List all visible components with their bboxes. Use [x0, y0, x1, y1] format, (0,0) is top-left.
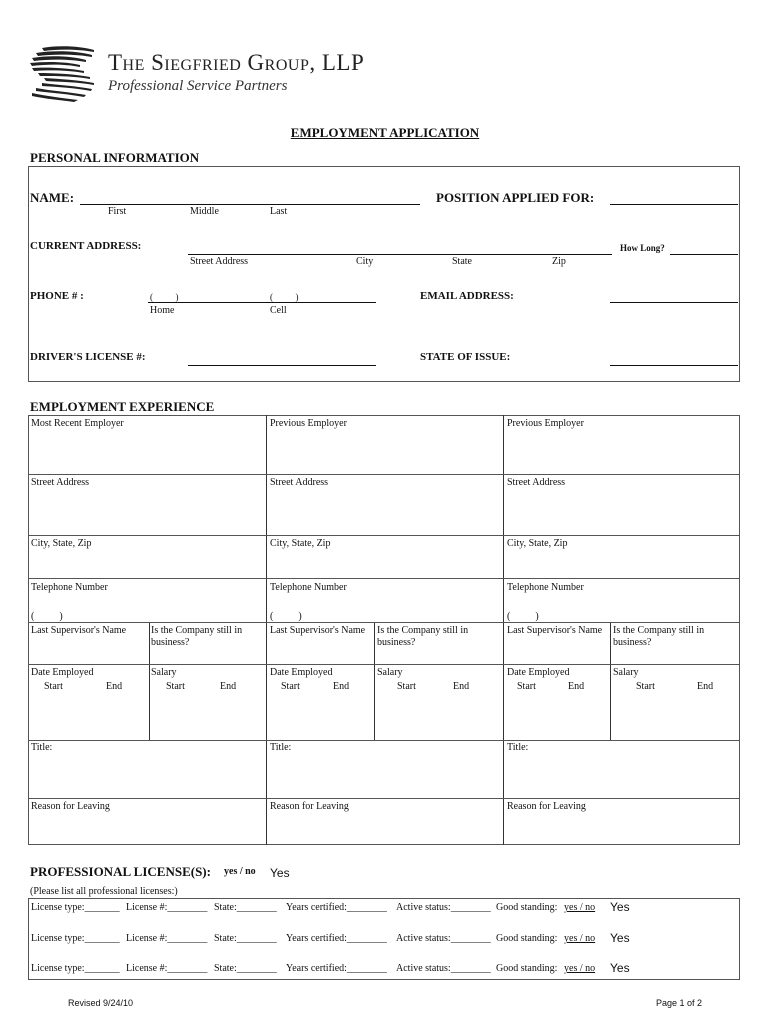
salary-1-label[interactable]: Salary — [151, 667, 177, 678]
license-years[interactable]: Years certified:________ — [286, 902, 387, 913]
city-3-label[interactable]: City, State, Zip — [507, 538, 568, 549]
name-middle-label: Middle — [190, 206, 219, 217]
phone-cell-paren: ( ) — [270, 292, 299, 302]
telephone-1-paren: ( ) — [31, 611, 63, 622]
salary-end-3-label: End — [697, 681, 714, 692]
phone-field[interactable] — [148, 302, 376, 303]
title-3-label[interactable]: Title: — [507, 742, 529, 753]
street-1-label[interactable]: Street Address — [31, 477, 90, 488]
name-field[interactable] — [80, 204, 420, 205]
row-divider — [28, 798, 740, 799]
state-of-issue-field[interactable] — [610, 365, 738, 366]
date-employed-1-label[interactable]: Date Employed — [31, 667, 94, 678]
start-1-label: Start — [44, 681, 63, 692]
company-logo — [28, 44, 98, 106]
telephone-2-label[interactable]: Telephone Number — [270, 582, 347, 593]
personal-box — [28, 166, 740, 382]
how-long-label: How Long? — [620, 243, 665, 253]
street-3-label[interactable]: Street Address — [507, 477, 566, 488]
page-number: Page 1 of 2 — [656, 998, 703, 1008]
license-active[interactable]: Active status:________ — [396, 902, 491, 913]
how-long-field[interactable] — [670, 254, 738, 255]
sub-divider — [610, 622, 611, 740]
position-field[interactable] — [610, 204, 738, 205]
company-name: The Siegfried Group, LLP — [108, 50, 365, 75]
phone-home-paren: ( ) — [150, 292, 179, 302]
license-standing-label: Good standing: — [496, 933, 558, 944]
salary-2-label[interactable]: Salary — [377, 667, 403, 678]
name-label: NAME: — [30, 190, 75, 205]
license-state[interactable]: State:________ — [214, 933, 277, 944]
column-divider — [503, 415, 504, 845]
license-standing-options[interactable]: yes / no — [564, 933, 596, 944]
supervisor-2-label[interactable]: Last Supervisor's Name — [270, 625, 366, 636]
page-title: EMPLOYMENT APPLICATION — [290, 125, 480, 140]
row-divider — [28, 535, 740, 536]
license-number[interactable]: License #:________ — [126, 963, 208, 974]
address-label: CURRENT ADDRESS: — [30, 240, 142, 252]
supervisor-3-label[interactable]: Last Supervisor's Name — [507, 625, 603, 636]
reason-2-label[interactable]: Reason for Leaving — [270, 801, 349, 812]
license-active[interactable]: Active status:________ — [396, 963, 491, 974]
phone-cell-label: Cell — [270, 305, 287, 316]
licenses-heading: PROFESSIONAL LICENSE(S): — [30, 864, 211, 879]
revised-date: Revised 9/24/10 — [68, 998, 134, 1008]
license-standing-answer[interactable]: Yes — [610, 900, 630, 914]
reason-3-label[interactable]: Reason for Leaving — [507, 801, 586, 812]
address-field[interactable] — [188, 254, 612, 255]
personal-heading: PERSONAL INFORMATION — [30, 150, 200, 165]
phone-home-label: Home — [150, 305, 175, 316]
reason-1-label[interactable]: Reason for Leaving — [31, 801, 110, 812]
telephone-2-paren: ( ) — [270, 611, 302, 622]
licenses-note: (Please list all professional licenses:) — [30, 886, 178, 897]
end-3-label: End — [568, 681, 585, 692]
license-years[interactable]: Years certified:________ — [286, 963, 387, 974]
license-state[interactable]: State:________ — [214, 963, 277, 974]
end-2-label: End — [333, 681, 350, 692]
still-in-1-label[interactable]: Is the Company still in business? — [151, 625, 243, 648]
still-in-2-label[interactable]: Is the Company still in business? — [377, 625, 469, 648]
salary-start-2-label: Start — [397, 681, 416, 692]
city-1-label[interactable]: City, State, Zip — [31, 538, 92, 549]
row-divider — [28, 474, 740, 475]
employer-1-label[interactable]: Most Recent Employer — [31, 418, 124, 429]
phone-label: PHONE # : — [30, 290, 84, 302]
name-first-label: First — [108, 206, 127, 217]
license-years[interactable]: Years certified:________ — [286, 933, 387, 944]
license-type[interactable]: License type:_______ — [31, 902, 120, 913]
street-2-label[interactable]: Street Address — [270, 477, 329, 488]
address-street-label: Street Address — [190, 256, 249, 267]
end-1-label: End — [106, 681, 123, 692]
salary-start-1-label: Start — [166, 681, 185, 692]
license-standing-options[interactable]: yes / no — [564, 902, 596, 913]
address-city-label: City — [356, 256, 374, 267]
license-state[interactable]: State:________ — [214, 902, 277, 913]
city-2-label[interactable]: City, State, Zip — [270, 538, 331, 549]
email-field[interactable] — [610, 302, 738, 303]
email-label: EMAIL ADDRESS: — [420, 290, 514, 302]
license-type[interactable]: License type:_______ — [31, 933, 120, 944]
title-1-label[interactable]: Title: — [31, 742, 53, 753]
row-divider — [28, 622, 740, 623]
row-divider — [28, 664, 740, 665]
license-standing-answer[interactable]: Yes — [610, 931, 630, 945]
licenses-answer-field[interactable]: Yes — [270, 866, 290, 880]
address-zip-label: Zip — [552, 256, 566, 267]
date-employed-2-label[interactable]: Date Employed — [270, 667, 333, 678]
telephone-1-label[interactable]: Telephone Number — [31, 582, 108, 593]
telephone-3-label[interactable]: Telephone Number — [507, 582, 584, 593]
license-standing-label: Good standing: — [496, 902, 558, 913]
company-tagline: Professional Service Partners — [108, 78, 288, 94]
state-of-issue-label: STATE OF ISSUE: — [420, 351, 511, 363]
sub-divider — [374, 622, 375, 740]
salary-end-1-label: End — [220, 681, 237, 692]
title-2-label[interactable]: Title: — [270, 742, 292, 753]
sub-divider — [149, 622, 150, 740]
license-standing-label: Good standing: — [496, 963, 558, 974]
date-employed-3-label[interactable]: Date Employed — [507, 667, 570, 678]
employment-heading: EMPLOYMENT EXPERIENCE — [30, 399, 215, 414]
license-type[interactable]: License type:_______ — [31, 963, 120, 974]
license-standing-options[interactable]: yes / no — [564, 963, 596, 974]
drivers-license-field[interactable] — [188, 365, 376, 366]
row-divider — [28, 740, 740, 741]
supervisor-1-label[interactable]: Last Supervisor's Name — [31, 625, 127, 636]
column-divider — [266, 415, 267, 845]
start-2-label: Start — [281, 681, 300, 692]
address-state-label: State — [452, 256, 472, 267]
position-label: POSITION APPLIED FOR: — [436, 190, 595, 205]
telephone-3-paren: ( ) — [507, 611, 539, 622]
employer-3-label[interactable]: Previous Employer — [507, 418, 584, 429]
start-3-label: Start — [517, 681, 536, 692]
license-active[interactable]: Active status:________ — [396, 933, 491, 944]
license-number[interactable]: License #:________ — [126, 933, 208, 944]
salary-start-3-label: Start — [636, 681, 655, 692]
name-last-label: Last — [270, 206, 288, 217]
logo-swoosh-icon — [28, 44, 98, 106]
row-divider — [28, 578, 740, 579]
license-number[interactable]: License #:________ — [126, 902, 208, 913]
salary-3-label[interactable]: Salary — [613, 667, 639, 678]
drivers-license-label: DRIVER'S LICENSE #: — [30, 351, 146, 363]
still-in-3-label[interactable]: Is the Company still in business? — [613, 625, 705, 648]
licenses-yesno: yes / no — [224, 866, 256, 877]
salary-end-2-label: End — [453, 681, 470, 692]
license-standing-answer[interactable]: Yes — [610, 961, 630, 975]
employer-2-label[interactable]: Previous Employer — [270, 418, 347, 429]
